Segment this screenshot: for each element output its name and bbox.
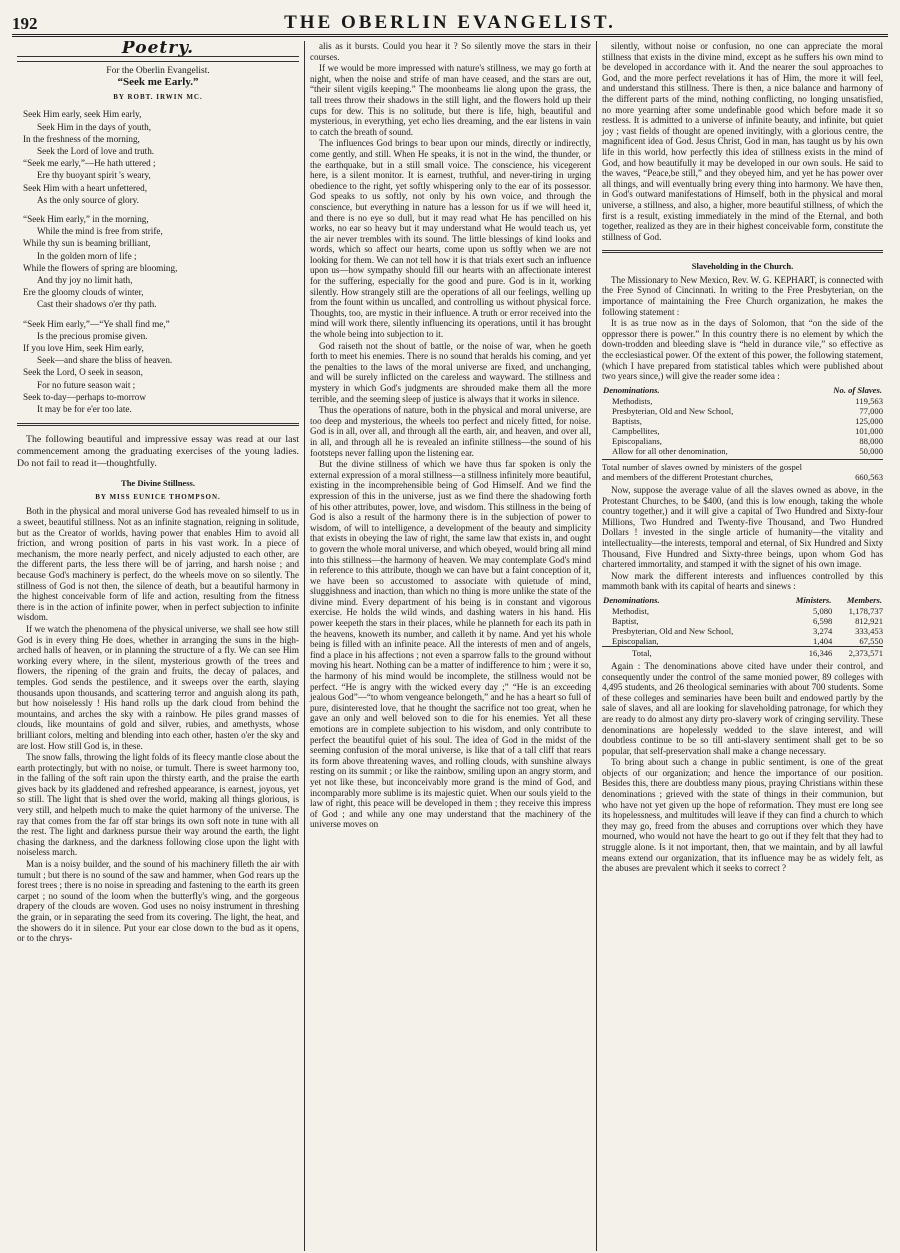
paragraph: Thus the operations of nature, both in the physical and moral universe, are too deep and mysterious, the wheels too perfect and nicely fitted, for noise. God is in all, over all, and through all the earth, air, and heaven, and over all, in all, and through all he is revealed an infinite stillness—the sound of his footsteps never falling upon the listening ear. bbox=[310, 405, 591, 458]
table-header: Denominations. bbox=[603, 384, 660, 395]
poem-line: While the flowers of spring are blooming, bbox=[23, 262, 178, 273]
article-body bbox=[602, 485, 883, 592]
denomination-cell: Baptist, bbox=[612, 615, 639, 626]
table-row bbox=[602, 446, 883, 456]
column-2 bbox=[304, 41, 596, 1251]
poem-line: While thy sun is beaming brilliant, bbox=[23, 238, 151, 249]
poem-byline: BY ROBT. IRWIN MC. bbox=[113, 92, 203, 101]
article-intro bbox=[602, 275, 883, 382]
table-row bbox=[602, 406, 883, 416]
paragraph: Now, suppose the average value of all the slaves owned as above, in the Protestant Churches, to be $400, (and this is low enough, taking the whole country together,) and it will give a capital of Two Hundred and Sixty-four Millions, Two Hundred and Twenty-five Thousand, and Two Hundred Dollars ! invested in the single article of humanity—the vitality and intellectuality—the interests, temporal and eternal, of Six Hundred and Sixty Thousand, Five Hundred and Sixty-three beings, upon whom God has chartered immortality, and stamped it with the signet of his own image. bbox=[602, 485, 883, 570]
paragraph: To bring about such a change in public sentiment, is one of the great objects of our organization; and hence the importance of our position. Besides this, there are doubtless many pious, praying Christians within these denominations ; grieved with the state of things in their communion, but who have not yet given up the hope of reformation. They must ere long see its hopelessness, and multitudes will leave if they can find a church to which they may go, freed from the abuses and corruptions over which they have mourned, who would not have the heart to go out if they felt that they had to struggle alone. Is it not important, then, that we maintain, and by all lawful means extend our organization, that its influence may be as widely felt, as the abuses are prevalent which it seeks to correct ? bbox=[602, 757, 883, 874]
poem-line: For no future season wait ; bbox=[37, 379, 136, 390]
poem-line: Is the precious promise given. bbox=[37, 330, 148, 341]
poem-line: In the freshness of the morning, bbox=[23, 133, 140, 144]
poem-line: Seek Him early, seek Him early, bbox=[23, 109, 142, 120]
slaves-total-value: 660,563 bbox=[855, 472, 883, 483]
denomination-cell: Campbellites, bbox=[612, 425, 660, 436]
page-number: 192 bbox=[12, 14, 38, 33]
section-divider bbox=[602, 250, 883, 253]
section-divider bbox=[17, 423, 299, 426]
poem-stanza bbox=[23, 318, 299, 416]
table-total-label: Total, bbox=[602, 646, 781, 658]
ministers-table bbox=[602, 594, 883, 658]
table-total-members: 2,373,571 bbox=[832, 646, 883, 658]
poem-line: If you love Him, seek Him early, bbox=[23, 343, 144, 354]
paragraph: Again : The denominations above cited have under their control, and consequently under the control of the same monied power, 89 colleges with 4,495 students, and 26 theological seminaries with about 700 students. Some of these colleges and seminaries have been built and endowed partly by the sale of slaves, and all are looking for slaveholding patronage, for which they are ready to do almost any dirty pro-slavery work of cringing servility. These denominations are hopelessly wedded to the slave interest, and will doubtless continue to be so till anti-slavery sentiment shall get to be so popular, that self-preservation shall make a change necessary. bbox=[602, 660, 883, 756]
paragraph: The Missionary to New Mexico, Rev. W. G. KEPHART, is connected with the Free Synod of Cincinnati. In writing to the Free Presbyterian, on the importance of maintaining the Free Church organization, he makes the following statement : bbox=[602, 274, 883, 317]
poem-line: Seek Him in the days of youth, bbox=[37, 121, 152, 132]
table-row bbox=[602, 426, 883, 436]
denomination-cell: Allow for all other denomination, bbox=[612, 445, 728, 456]
paragraph: God raiseth not the shout of battle, or the noise of war, when he goeth forth to meet his enemies. There is no sound that heralds his coming, and yet the penalties to the laws of the moral universe are fixed, and unchanging, and will be surely inflicted on the careless and wayward. The stillness and mystery in which God's judgments are shrouded make them all the more terrible, and the seeming sleep of justice is always that it works in silence. bbox=[310, 340, 591, 404]
paragraph: If we would be more impressed with nature's stillness, we may go forth at night, when the noise and strife of man have ceased, and the stars are out, “their silent vigils keeping.” The moonbeams lie along upon the grass, the tall trees throw their shadows in the still light, and the flowers hold up their cups for dew. This is no solitude, but there is life, high, beautiful and mysterious, in everything, yet echo lies dreaming, and the ear listens in vain to catch the breath of sound. bbox=[310, 63, 591, 137]
table-header: No. of Slaves. bbox=[833, 384, 882, 395]
paragraph: alis as it bursts. Could you hear it ? So silently move the stars in their courses. bbox=[310, 41, 591, 62]
slaves-cell: 77,000 bbox=[859, 405, 883, 416]
poem-source: For the Oberlin Evangelist. bbox=[106, 65, 210, 76]
paragraph: Both in the physical and moral universe God has revealed himself to us in a sweet, beautiful stillness. Not as an infinite stagnation, reigning in solitude, but as the Creator of worlds, having power that enables Him to avoid all friction, and wrong position of parts in his vast work. In a piece of mechanism, the more nearly perfect, and nicely adjusted to each other, are the different parts, the less there will be of jarring, and harsh noise ; and because God's machinery is perfect, do the wheels move on so silently. The stillness of God is not then, the silence of death, but a beautiful harmony in the highest conceivable form of life and action, resulting from the fitness there is in the action of infinite power, when in perfect subjection to infinite wisdom. bbox=[17, 506, 299, 623]
section-heading-poetry: Poetry. bbox=[121, 41, 195, 58]
article-conclusion bbox=[602, 661, 883, 874]
table-row bbox=[602, 436, 883, 446]
denomination-cell: Episcopalian, bbox=[612, 635, 659, 646]
poem-line: “Seek Him early,” in the morning, bbox=[23, 214, 149, 224]
column-3 bbox=[596, 41, 888, 1251]
columns bbox=[12, 41, 888, 1251]
slaves-total bbox=[602, 459, 883, 483]
poem-line: Seek Him with a heart unfettered, bbox=[23, 182, 147, 193]
slaves-table bbox=[602, 384, 883, 456]
table-total-ministers: 16,346 bbox=[781, 646, 832, 658]
paragraph: The snow falls, throwing the light folds of its fleecy mantle close about the earth protectingly, but with no noise, or tumult. There is sweet harmony too, in the falling of the soft rain upon the thirsty earth, and the praise the earth gives back by its gladdened and refreshed appearance, is earnest, joyous, yet so still. The light that is shed over the world, making all things glorious, is very still, and helpeth much to make the quiet harmony of the universe. The ray that comes from the far off star brings its own soft note in tune with all the rest. The light and darkness pursue their way around the earth, the light chasing the darkness, and the darkness following close upon the light with noiseless march. bbox=[17, 752, 299, 858]
poem-body bbox=[17, 108, 299, 415]
paragraph: It is as true now as in the days of Solomon, that “on the side of the oppressor there is power.” In this country there is no element by which the down-trodden and bleeding slave is “held in durance vile,” so effective as the ecclesiastical power. Of the extent of this power, the following statement, (which I have prepared from statistical tables which were published about two years since,) will give the reader some idea : bbox=[602, 318, 883, 382]
table-row bbox=[602, 606, 883, 616]
paragraph: If we watch the phenomena of the physical universe, we shall see how still God is in every thing He does, whether in arranging the suns in the high-arched halls of heaven, or in planning the structure of a fly. We can see Him working every where, in the silent, mysterious growth of the trees and flowers, the ripening of the grain and fruits, the decay of palaces, and temples. God sends the pestilence, and it sweeps over the earth, slaying thousands upon thousands, and scattering terror and anguish along its path, but how noiselessly ! His hand rolls up the dark cloud from behind the mountains, and arches the sky with a rainbow. He piles grand masses of clouds, like mountains of gold and silver, rubies, and amethysts, whose brilliant colors, melting and blending into each other, hasten o'er the sky and are lost. How still God is, in these. bbox=[17, 623, 299, 751]
poem-stanza bbox=[23, 213, 299, 311]
denomination-cell: Episcopalians, bbox=[612, 435, 662, 446]
essay-byline: BY MISS EUNICE THOMPSON. bbox=[95, 492, 221, 501]
slaves-cell: 101,000 bbox=[855, 425, 883, 436]
poem-stanza bbox=[23, 108, 299, 206]
poem-line: “Seek Him early,”—“Ye shall find me,” bbox=[23, 318, 170, 329]
slaves-cell: 119,563 bbox=[855, 395, 883, 406]
poem-title: “Seek me Early.” bbox=[117, 76, 199, 89]
poem-line: Seek—and share the bliss of heaven. bbox=[37, 355, 173, 366]
denomination-cell: Presbyterian, Old and New School, bbox=[612, 625, 734, 636]
poem-line: And thy joy no limit hath, bbox=[37, 275, 133, 286]
column-1 bbox=[12, 41, 304, 1251]
poem-line: Cast their shadows o'er thy path. bbox=[37, 299, 157, 310]
poem-line: Seek to-day—perhaps to-morrow bbox=[23, 391, 146, 402]
slaves-cell: 125,000 bbox=[855, 415, 883, 426]
table-header: Ministers. bbox=[795, 594, 832, 605]
poem-line: As the only source of glory. bbox=[37, 194, 139, 205]
paragraph: Now mark the different interests and influences controlled by this mammoth bank with its capital of hearts and sinews : bbox=[602, 570, 883, 592]
slaves-cell: 50,000 bbox=[859, 445, 883, 456]
poem-line: While the mind is free from strife, bbox=[37, 226, 163, 237]
poem-line: It may be for e'er too late. bbox=[37, 404, 132, 415]
essay-title: The Divine Stillness. bbox=[121, 478, 195, 489]
essay-body bbox=[17, 506, 299, 943]
masthead bbox=[12, 0, 888, 37]
publication-title: THE OBERLIN EVANGELIST. bbox=[284, 12, 616, 33]
table-header: Members. bbox=[846, 594, 882, 605]
members-cell: 812,921 bbox=[855, 615, 883, 626]
table-row bbox=[602, 626, 883, 636]
article-title: Slaveholding in the Church. bbox=[691, 261, 794, 272]
table-row bbox=[602, 396, 883, 406]
essay-conclusion bbox=[602, 41, 883, 242]
poem-line: Seek the Lord of love and truth. bbox=[37, 145, 155, 156]
paragraph: silently, without noise or confusion, no one can appreciate the moral stillness that exists in the divine mind, except as he suffers his own mind to be developed in accordance with it. And the nearer the soul approaches to God, and the more perfect revelations it has of Him, the more it will feel, and understand this stillness. There is then, a nice balance and harmony of the different parts of the mind, nothing conflicting, no longing unsatisfied, no more yearning after some undefinable good which before made it so restless. It is admitted to a universe of infinite beauty, and infinite, but quiet joy ; vast fields of thought are opened invitingly, with a glorious centre, the magnificent idea of God. Jesus Christ, God in man, has taught us by his own life in this world, how perfectly this idea of stillness exists in the mind of God, and how beautifully it may be developed in our own souls. He said to the waves, “Peace,be still,” and they obeyed him, and yet he has power over all things, and will eventually bring every thing into harmony. We have then, in God's outward manifestations of Himself, both in the physical and moral universe, a stillness, and also, a higher, more beautiful stillness, of which the first is a result, existing immediately in the mind of the Eternal, and both together, realized as they are in their highest conceivable form, constitute the stillness of God. bbox=[602, 41, 883, 242]
members-cell: 67,550 bbox=[859, 635, 883, 646]
ministers-cell: 6,598 bbox=[813, 615, 833, 626]
paragraph: Man is a noisy builder, and the sound of his machinery filleth the air with tumult ; but there is no sound of the saw and hammer, when God rears up the forest trees ; there is no noise in spreading and fastening to the earth its green carpet ; no sound of the loom when the butterfly's wing, and the gorgeous drapery of the clouds are woven. God uses no noisy instrument in threshing the grain, or in separating the seed from its covering. The light, the heat, and the showers do it in silence. Put your ear close down to the bud as it opens, or to the chrys- bbox=[17, 859, 299, 944]
essay-continued bbox=[310, 41, 591, 830]
table-row bbox=[602, 636, 883, 647]
paragraph: But the divine stillness of which we have thus far spoken is only the external expression of a moral stillness—a stillness infinitely more beautiful, existing in the incomprehensible being of God Himself. And we find the expression of this in the universe, just as we find there the shadowing forth of his other attributes, power, love, and wisdom. This stillness in the being of God is also a result of the harmony there is in the subjection of power to wisdom, of will to intelligence, a development of the beauty and simplicity that exists in obeying the law of right, the same law that exists in, and ought to govern the whole moral universe, and which obeyed, would bring all mind into this stillness—the harmony of heaven. We may contemplate God's mind in reference to this attribute, though we can have but a faint conception of it, we have been so accustomed to associate with quietude of mind, sluggishness and inaction, than which no thing is more unlike the state of the divine mind. Every department of his being is in constant and vigorous exercise. He holds the wild winds, and dashing waters in his hand. His power keepeth the stars in their places, while he planneth for each its path in the heavens, knoweth its number, and calleth it by name. And yet his whole being is filled with an infinite peace. All the interests of men and of angels, find a place in his affections ; not even a sparrow falls to the ground without moving his heart. Nothing can be a matter of indifference to him ; were it so, the harmony of his mind would be incomplete, the stillness would not be perfect. “He is angry with the wicked every day ;” “He is an exceeding jealous God”—“to whom vengeance belongeth,” and he has a heart so full of pure, disinterested love, that he thought the sacrifice not too great, when he gave an only and well beloved son to die for his enemies. Yet all these emotions are in complete subjection to his wisdom, and only contribute to perfect the beautiful quiet of his soul. The idea of God in the midst of the seeming confusion of the moral universe, is like that of a tall cliff that rears its form above threatening waves, and rolling clouds, with sunshine always resting on its summit ; or like the rainbow, smiling upon an angry storm, and yet not like these, but inconceivably more grand is the mind of God, and incomparably more sublime is its majestic quiet. When our souls yield to the law of right, this peace will be developed in them ; they receive this impress of God ; and while any one may understand that the machinery of the universe moves on bbox=[310, 459, 591, 830]
poem-line: Ere thy buoyant spirit 's weary, bbox=[37, 170, 151, 181]
ministers-cell: 1,404 bbox=[813, 635, 833, 646]
members-cell: 1,178,737 bbox=[848, 605, 883, 616]
denomination-cell: Presbyterian, Old and New School, bbox=[612, 405, 734, 416]
table-row bbox=[602, 416, 883, 426]
members-cell: 333,453 bbox=[855, 625, 883, 636]
denomination-cell: Methodists, bbox=[612, 395, 653, 406]
denomination-cell: Baptists, bbox=[612, 415, 642, 426]
slaves-cell: 88,000 bbox=[859, 435, 883, 446]
poem-line: Ere the gloomy clouds of winter, bbox=[23, 287, 144, 298]
ministers-cell: 5,080 bbox=[813, 605, 833, 616]
ministers-cell: 3,274 bbox=[813, 625, 833, 636]
essay-intro: The following beautiful and impressive essay was read at our last commencement among the graduating exercises of the young ladies. Do not fail to read it—thoughtfully. bbox=[17, 434, 299, 470]
table-header: Denominations. bbox=[603, 594, 660, 605]
table-row bbox=[602, 616, 883, 626]
poem-line: “Seek me early,”—He hath uttered ; bbox=[23, 158, 156, 169]
poem-line: In the golden morn of life ; bbox=[37, 250, 137, 261]
slaves-total-label: Total number of slaves owned by ministers of the gospel and members of the different Protestant churches, bbox=[602, 461, 802, 483]
poem-line: Seek the Lord, O seek in season, bbox=[23, 367, 143, 378]
denomination-cell: Methodist, bbox=[612, 605, 650, 616]
paragraph: The influences God brings to bear upon our minds, directly or indirectly, come gently, and still. When He speaks, it is not in the wind, the thunder, or the earthquake, but in a still small voice. The conscience, his vicegerent here, is a silent monitor. It is earnest, truthful, and never-tiring in urging obedience to the right, yet softly whispering only to the ear of its possessor. God speaks to us softly, not only by his own voice, and through the conscience, but everything in nature has a lesson for us if we will heed it, and there is no eye so dull, but it may read what He has pencilled on his works, no ear so heavy but it may understand what He would teach us, yet the air never trembles with its sound. The little blessings of kind looks and words, which so affect our hearts, come upon us softly when we are not looking for them. We can not tell how it is that trials exert such an influence upon us—how sympathy should fill our hearts with an affectionate interest for the suffering, especially for the good and pure. God is in it, working silently. How strangely still are the operations of all our feelings, welling up from the fount within us uncalled, and controlling us without physical force. Thoughts, too, are mystic in their influence. A truth or error received into the mind will work there, silently influencing its operations, until it has brought the whole being into subjection to it. bbox=[310, 138, 591, 340]
